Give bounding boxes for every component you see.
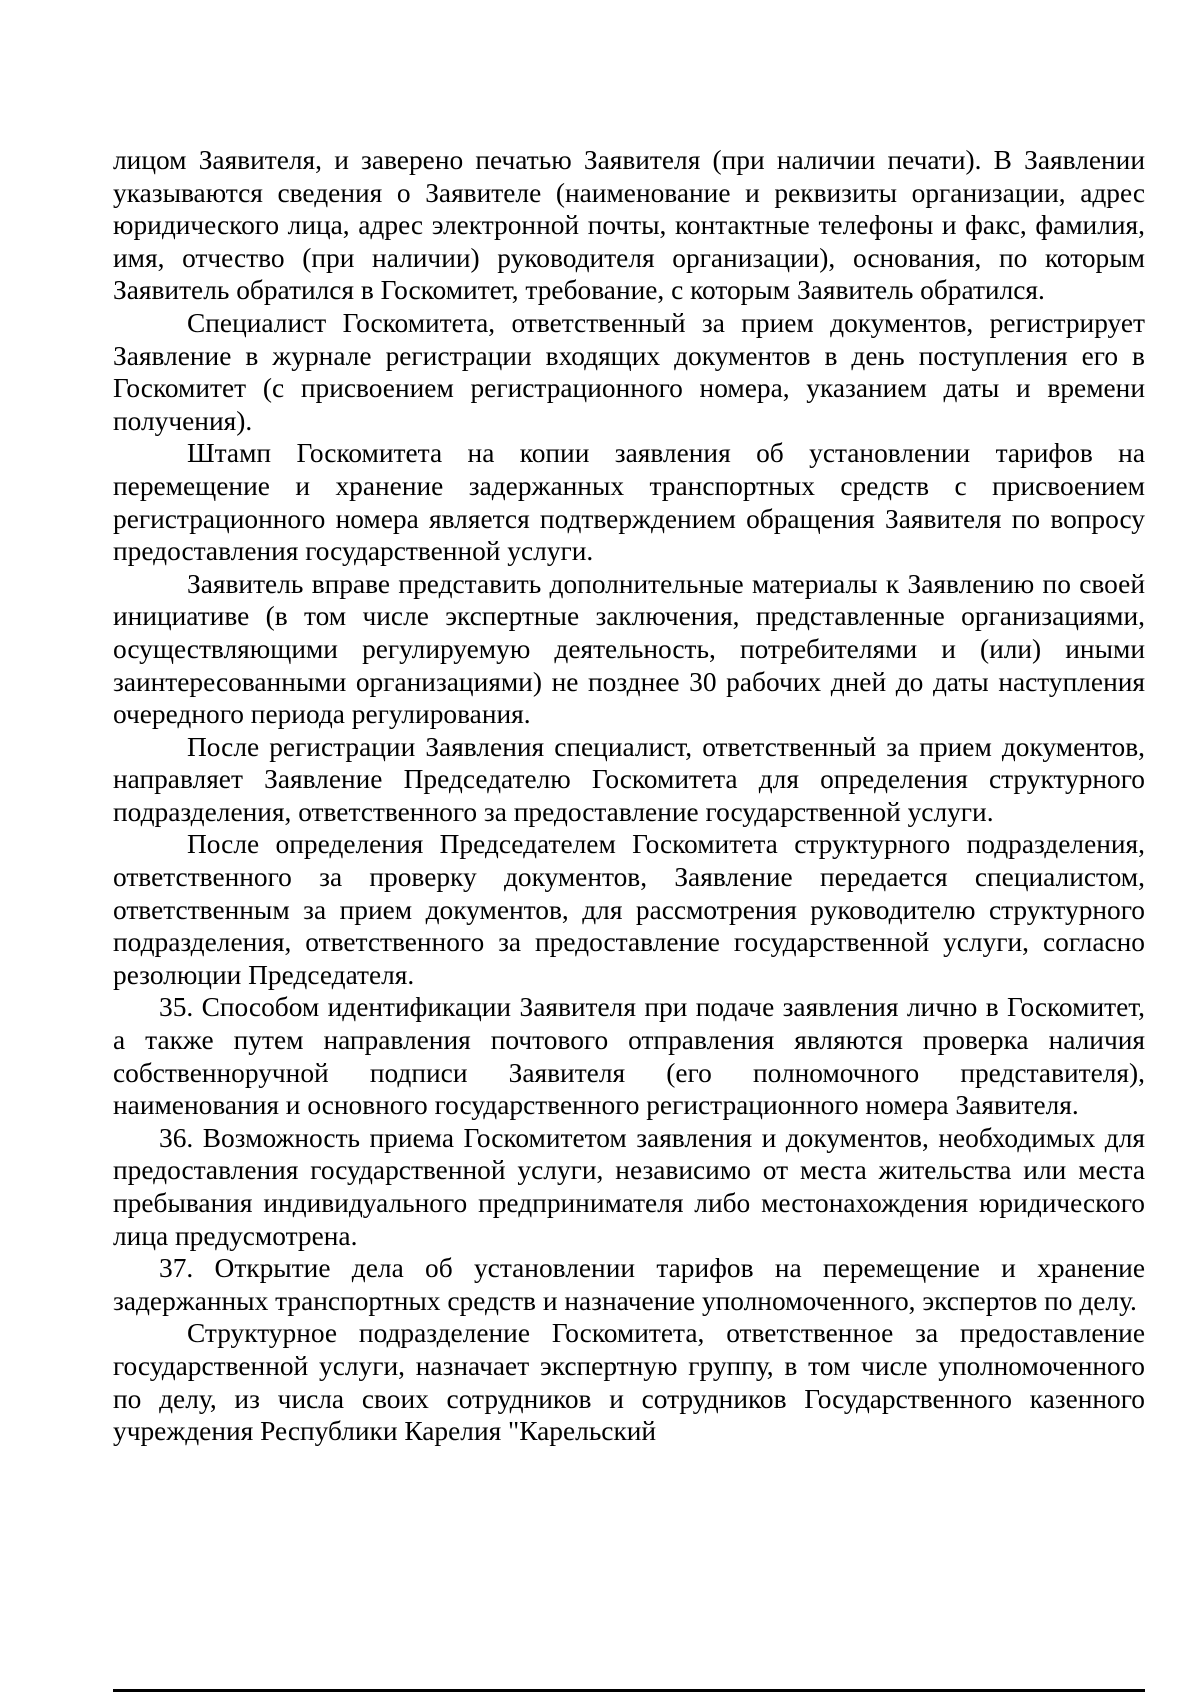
footer-divider	[113, 1689, 1145, 1692]
paragraph-forwarding-to-chairman: После регистрации Заявления специалист, ответственный за прием документов, направляет Заявление Председателю Госкомитета для определения структурного подразделения, ответственного за предоставление государственной услуги.	[113, 731, 1145, 827]
paragraph-expert-group: Структурное подразделение Госкомитета, ответственное за предоставление государственной услуги, назначает экспертную группу, в том числе уполномоченного по делу, из числа своих сотрудников и сотрудников Государственного казенного учреждения Республики Карелия "Карельский	[113, 1318, 1145, 1447]
paragraph-structural-unit: После определения Председателем Госкомитета структурного подразделения, ответственного за проверку документов, Заявление передается специалистом, ответственным за прием документов, для рассмотрения руководителю структурного подразделения, ответственного за предоставление государственной услуги, согласно резолюции Председателя.	[113, 829, 1145, 990]
paragraph-application-content: лицом Заявителя, и заверено печатью Заявителя (при наличии печати). В Заявлении указываются сведения о Заявителе (наименование и реквизиты организации, адрес юридического лица, адрес электронной почты, контактные телефоны и факс, фамилия, имя, отчество (при наличии) руководителя организации), основания, по которым Заявитель обратился в Госкомитет, требование, с которым Заявитель обратился.	[113, 145, 1145, 306]
paragraph-additional-materials: Заявитель вправе представить дополнительные материалы к Заявлению по своей инициативе (в том числе экспертные заключения, представленные организациями, осуществляющими регулируемую деятельность, потребителями и (или) иными заинтересованными организациями) не позднее 30 рабочих дней до даты наступления очередного периода регулирования.	[113, 568, 1145, 730]
paragraph-item-35: 35. Способом идентификации Заявителя при подаче заявления лично в Госкомитет, а также путем направления почтового отправления являются проверка наличия собственноручной подписи Заявителя (его полномочного представителя), наименования и основного государственного регистрационного номера Заявителя.	[113, 992, 1145, 1121]
document-body	[113, 144, 1145, 1448]
paragraph-item-37: 37. Открытие дела об установлении тарифов на перемещение и хранение задержанных транспортных средств и назначение уполномоченного, экспертов по делу.	[113, 1253, 1145, 1316]
paragraph-stamp: Штамп Госкомитета на копии заявления об установлении тарифов на перемещение и хранение задержанных транспортных средств с присвоением регистрационного номера является подтверждением обращения Заявителя по вопросу предоставления государственной услуги.	[113, 438, 1145, 567]
paragraph-item-36: 36. Возможность приема Госкомитетом заявления и документов, необходимых для предоставления государственной услуги, независимо от места жительства или места пребывания индивидуального предпринимателя либо местонахождения юридического лица предусмотрена.	[113, 1122, 1145, 1251]
paragraph-registration: Специалист Госкомитета, ответственный за прием документов, регистрирует Заявление в журнале регистрации входящих документов в день поступления его в Госкомитет (с присвоением регистрационного номера, указанием даты и времени получения).	[113, 307, 1145, 436]
